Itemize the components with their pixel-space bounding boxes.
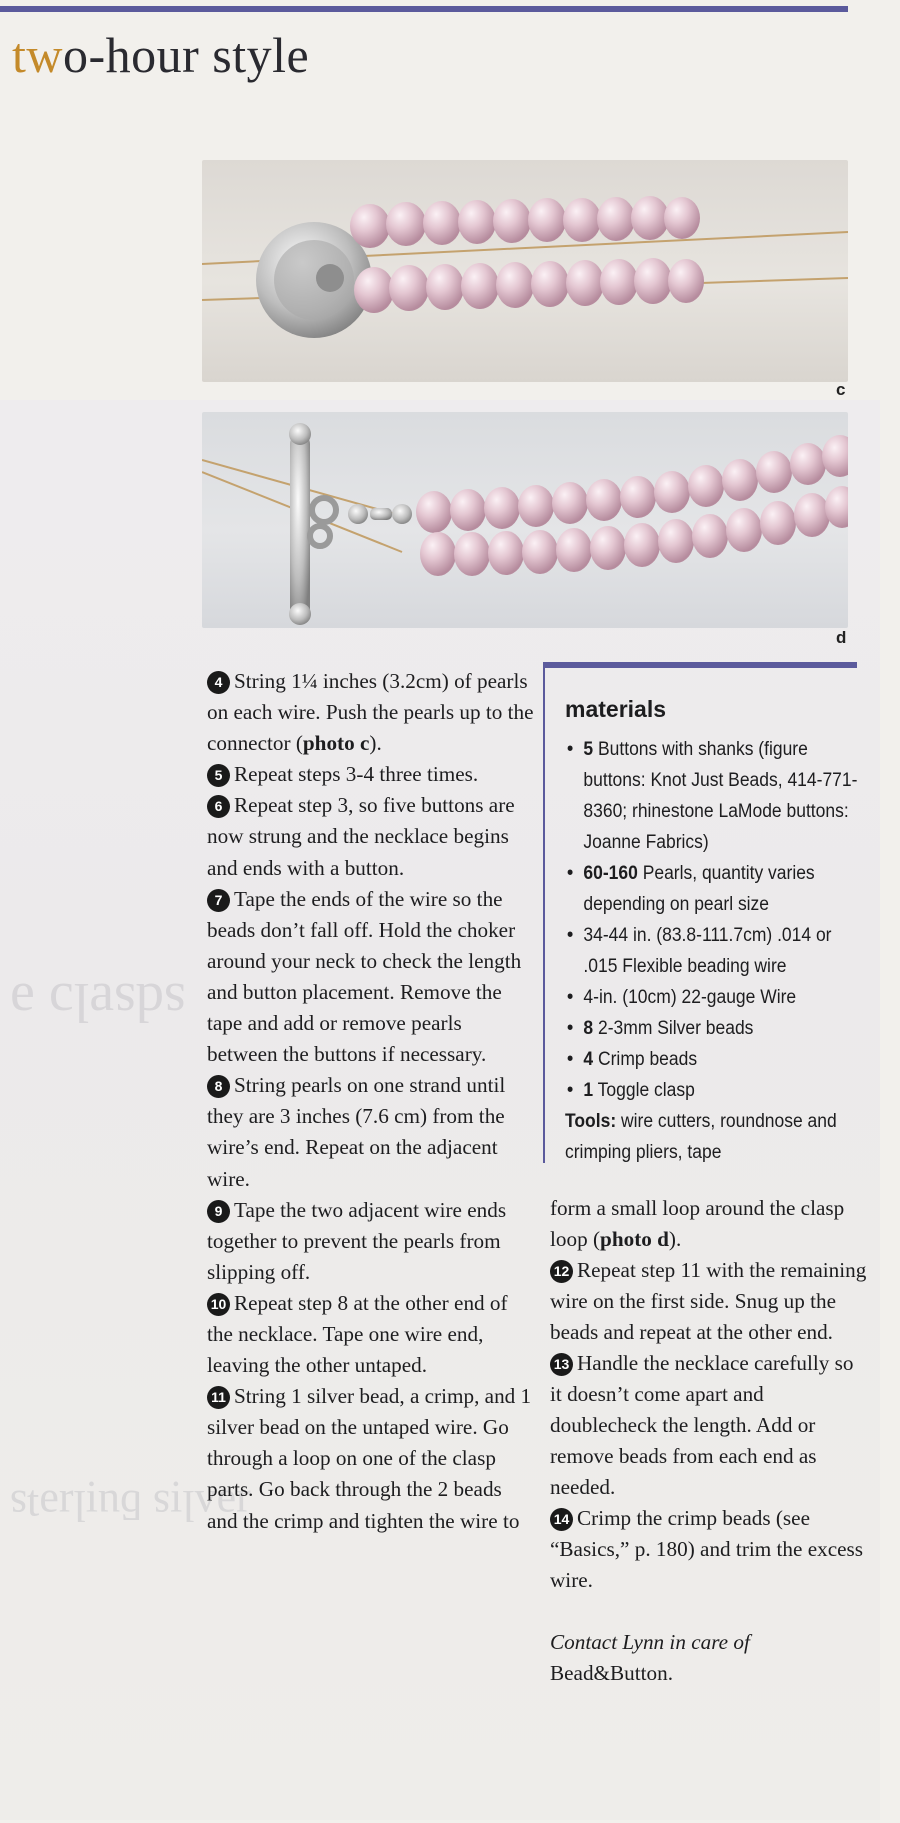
photo-d xyxy=(202,412,848,628)
instructions-right-column xyxy=(550,1193,868,1689)
pearl-row-top xyxy=(350,196,700,248)
materials-item xyxy=(565,858,858,920)
step-11-continued xyxy=(550,1193,868,1255)
item-text: 34-44 in. (83.8-111.7cm) .014 or .015 Flexible beading wire xyxy=(583,925,832,977)
item-text: 4-in. (10cm) 22-gauge Wire xyxy=(583,987,797,1008)
step-text: ). xyxy=(668,1227,682,1251)
step-text: Tape the two adjacent wire ends together to prevent the pearls from slipping off. xyxy=(207,1197,507,1284)
photo-reference: photo c xyxy=(302,731,370,756)
materials-title: materials xyxy=(565,696,667,722)
step-number: 10 xyxy=(207,1293,230,1316)
step-text: Repeat step 3, so five buttons are now strung and the necklace begins and ends with a button. xyxy=(207,793,515,880)
item-text: Pearls, quantity varies depending on pearl size xyxy=(583,863,815,915)
step-text: String 1 silver bead, a crimp, and 1 silver bead on the untaped wire. Go through a loop on one of the clasp parts. Go back through the 2 beads and the crimp and tighten the wire to xyxy=(207,1384,532,1533)
silver-beads xyxy=(348,504,412,524)
top-rule xyxy=(0,6,848,12)
item-text: Buttons with shanks (figure buttons: Knot Just Beads, 414-771-8360; rhinestone LaMode buttons: Joanne Fabrics) xyxy=(583,739,858,853)
show-through-text: ɹǝʌlᴉs ƃuᴉlɹǝʇs xyxy=(10,1481,251,1530)
pearl-row-bottom xyxy=(354,258,704,313)
step-number: 9 xyxy=(207,1200,230,1223)
item-quantity: 8 xyxy=(583,1018,594,1039)
step-9 xyxy=(207,1195,537,1288)
step-10 xyxy=(207,1288,537,1381)
step-number: 6 xyxy=(207,795,230,818)
materials-item xyxy=(565,920,858,982)
step-text: Handle the necklace carefully so it doesn’t come apart and doublecheck the length. Add or remove beads from each end as needed. xyxy=(550,1351,854,1499)
step-13 xyxy=(550,1348,868,1503)
step-number: 7 xyxy=(207,889,230,912)
step-number: 12 xyxy=(550,1260,573,1283)
step-text: Repeat step 11 with the remaining wire on the first side. Snug up the beads and repeat at the other end. xyxy=(550,1258,867,1344)
photo-c xyxy=(202,160,848,382)
item-text: Crimp beads xyxy=(597,1049,698,1070)
item-quantity: 1 xyxy=(583,1080,594,1101)
step-14 xyxy=(550,1503,868,1596)
photo-c-illustration xyxy=(202,160,848,382)
materials-item xyxy=(565,734,858,858)
materials-box xyxy=(543,662,857,1163)
step-number: 5 xyxy=(207,764,230,787)
step-text: String pearls on one strand until they are 3 inches (7.6 cm) from the wire’s end. Repeat on the adjacent wire. xyxy=(207,1073,506,1191)
toggle-bar xyxy=(289,423,336,625)
item-text: Toggle clasp xyxy=(597,1080,695,1101)
step-7 xyxy=(207,884,537,1071)
materials-item xyxy=(565,1075,858,1106)
tools-label: Tools: xyxy=(565,1111,617,1132)
photo-d-illustration xyxy=(202,412,848,628)
step-12 xyxy=(550,1255,868,1348)
step-11 xyxy=(207,1381,537,1536)
contact-line xyxy=(550,1627,868,1689)
contact-name: Bead&Button. xyxy=(550,1661,673,1685)
item-quantity: 4 xyxy=(583,1049,594,1070)
photo-reference: photo d xyxy=(600,1227,669,1251)
materials-item xyxy=(565,982,858,1013)
step-number: 4 xyxy=(207,671,230,694)
step-text: Tape the ends of the wire so the beads don’t fall off. Hold the choker around your neck to check the length and button placement. Remove the tape and add or remove pearls between the buttons if necessary. xyxy=(207,886,522,1067)
step-6 xyxy=(207,790,537,883)
show-through-text: sdsɐlɔ ǝ xyxy=(10,971,186,1033)
item-text: 2-3mm Silver beads xyxy=(597,1018,754,1039)
pearl-strands xyxy=(416,435,848,576)
step-text: Crimp the crimp beads (see “Basics,” p. 180) and trim the excess wire. xyxy=(550,1506,864,1592)
tools-line xyxy=(565,1106,858,1168)
item-quantity: 60-160 xyxy=(583,863,638,884)
step-5 xyxy=(207,759,537,790)
title-accent: tw xyxy=(12,27,63,83)
step-text: Repeat steps 3-4 three times. xyxy=(234,762,479,787)
materials-list xyxy=(565,734,858,1168)
step-number: 13 xyxy=(550,1353,573,1376)
materials-item xyxy=(565,1013,858,1044)
step-number: 8 xyxy=(207,1075,230,1098)
page-title xyxy=(12,26,309,84)
step-text: form a small loop around the clasp loop ( xyxy=(550,1196,845,1251)
step-4 xyxy=(207,666,537,759)
item-quantity: 5 xyxy=(583,739,594,760)
step-8 xyxy=(207,1070,537,1194)
step-number: 14 xyxy=(550,1508,573,1531)
photo-d-label: d xyxy=(836,628,847,647)
photo-c-label: c xyxy=(836,380,846,399)
step-text: Repeat step 8 at the other end of the necklace. Tape one wire end, leaving the other untaped. xyxy=(207,1290,508,1378)
step-number: 11 xyxy=(207,1386,230,1409)
title-rest: o-hour style xyxy=(63,27,310,83)
contact-text: Contact Lynn in care of xyxy=(550,1630,750,1654)
step-text: ). xyxy=(369,731,382,756)
materials-item xyxy=(565,1044,858,1075)
tools-text: wire cutters, roundnose and crimping pliers, tape xyxy=(565,1111,837,1163)
instructions-left-column xyxy=(207,666,537,1537)
step-text: String 1¼ inches (3.2cm) of pearls on each wire. Push the pearls up to the connector ( xyxy=(207,669,534,756)
